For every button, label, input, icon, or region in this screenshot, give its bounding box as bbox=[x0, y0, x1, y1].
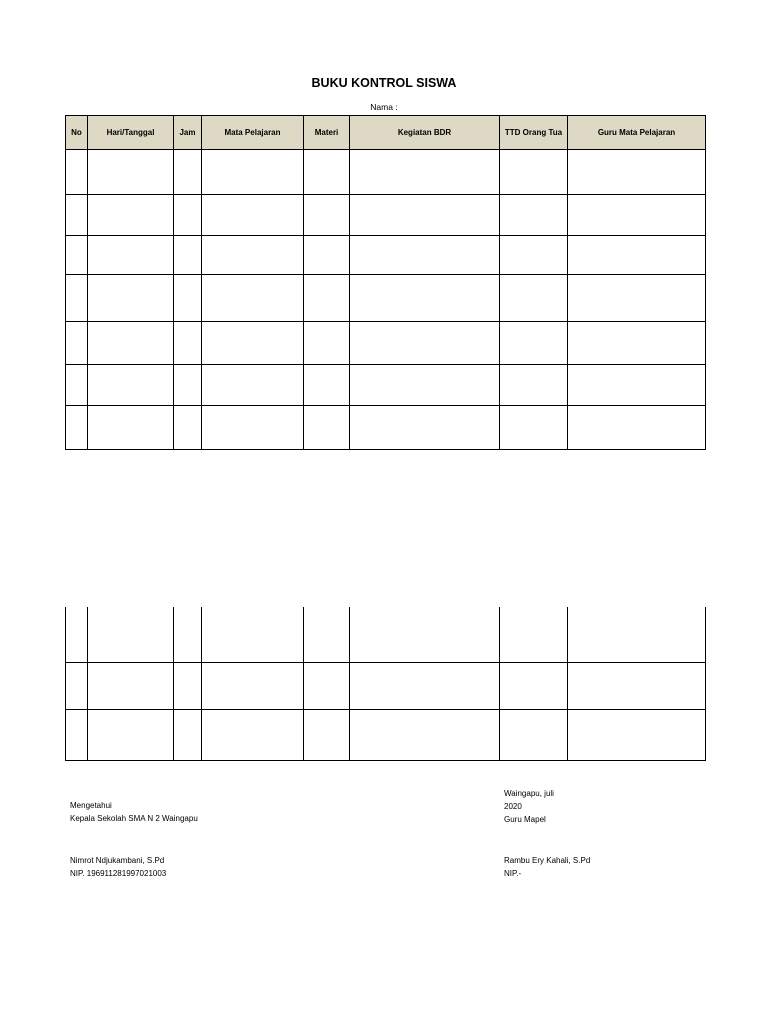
control-table-continued bbox=[65, 607, 706, 761]
table-row bbox=[66, 150, 706, 195]
table-row bbox=[66, 236, 706, 275]
table-row bbox=[66, 275, 706, 322]
table-row bbox=[66, 406, 706, 450]
principal-nip: NIP. 196911281997021003 bbox=[70, 869, 167, 878]
mengetahui-label: Mengetahui bbox=[70, 801, 112, 810]
right-signature-name-block bbox=[504, 854, 590, 880]
teacher-nip: NIP.- bbox=[504, 869, 522, 878]
right-signature-block bbox=[504, 787, 554, 826]
table-header-row bbox=[66, 116, 706, 150]
name-label: Nama : bbox=[370, 102, 398, 112]
table-row bbox=[66, 607, 706, 662]
header-no: No bbox=[66, 116, 88, 150]
header-guru-mata-pelajaran: Guru Mata Pelajaran bbox=[568, 116, 706, 150]
principal-name: Nimrot Ndjukambani, S.Pd bbox=[70, 856, 165, 865]
principal-title: Kepala Sekolah SMA N 2 Waingapu bbox=[70, 814, 198, 823]
document-title: BUKU KONTROL SISWA bbox=[311, 76, 457, 90]
header-ttd-orang-tua: TTD Orang Tua bbox=[500, 116, 568, 150]
control-table bbox=[65, 115, 706, 450]
place-date-line2: 2020 bbox=[504, 802, 522, 811]
header-mata-pelajaran: Mata Pelajaran bbox=[202, 116, 304, 150]
header-jam: Jam bbox=[174, 116, 202, 150]
place-date-line1: Waingapu, juli bbox=[504, 789, 554, 798]
header-hari-tanggal: Hari/Tanggal bbox=[88, 116, 174, 150]
table-row bbox=[66, 322, 706, 365]
table-row bbox=[66, 709, 706, 760]
left-signature-name-block bbox=[70, 854, 166, 880]
header-kegiatan-bdr: Kegiatan BDR bbox=[350, 116, 500, 150]
teacher-role: Guru Mapel bbox=[504, 815, 546, 824]
table-row bbox=[66, 365, 706, 406]
left-signature-block bbox=[70, 799, 198, 825]
header-materi: Materi bbox=[304, 116, 350, 150]
table-row bbox=[66, 662, 706, 709]
teacher-name: Rambu Ery Kahali, S.Pd bbox=[504, 856, 591, 865]
table-row bbox=[66, 195, 706, 236]
